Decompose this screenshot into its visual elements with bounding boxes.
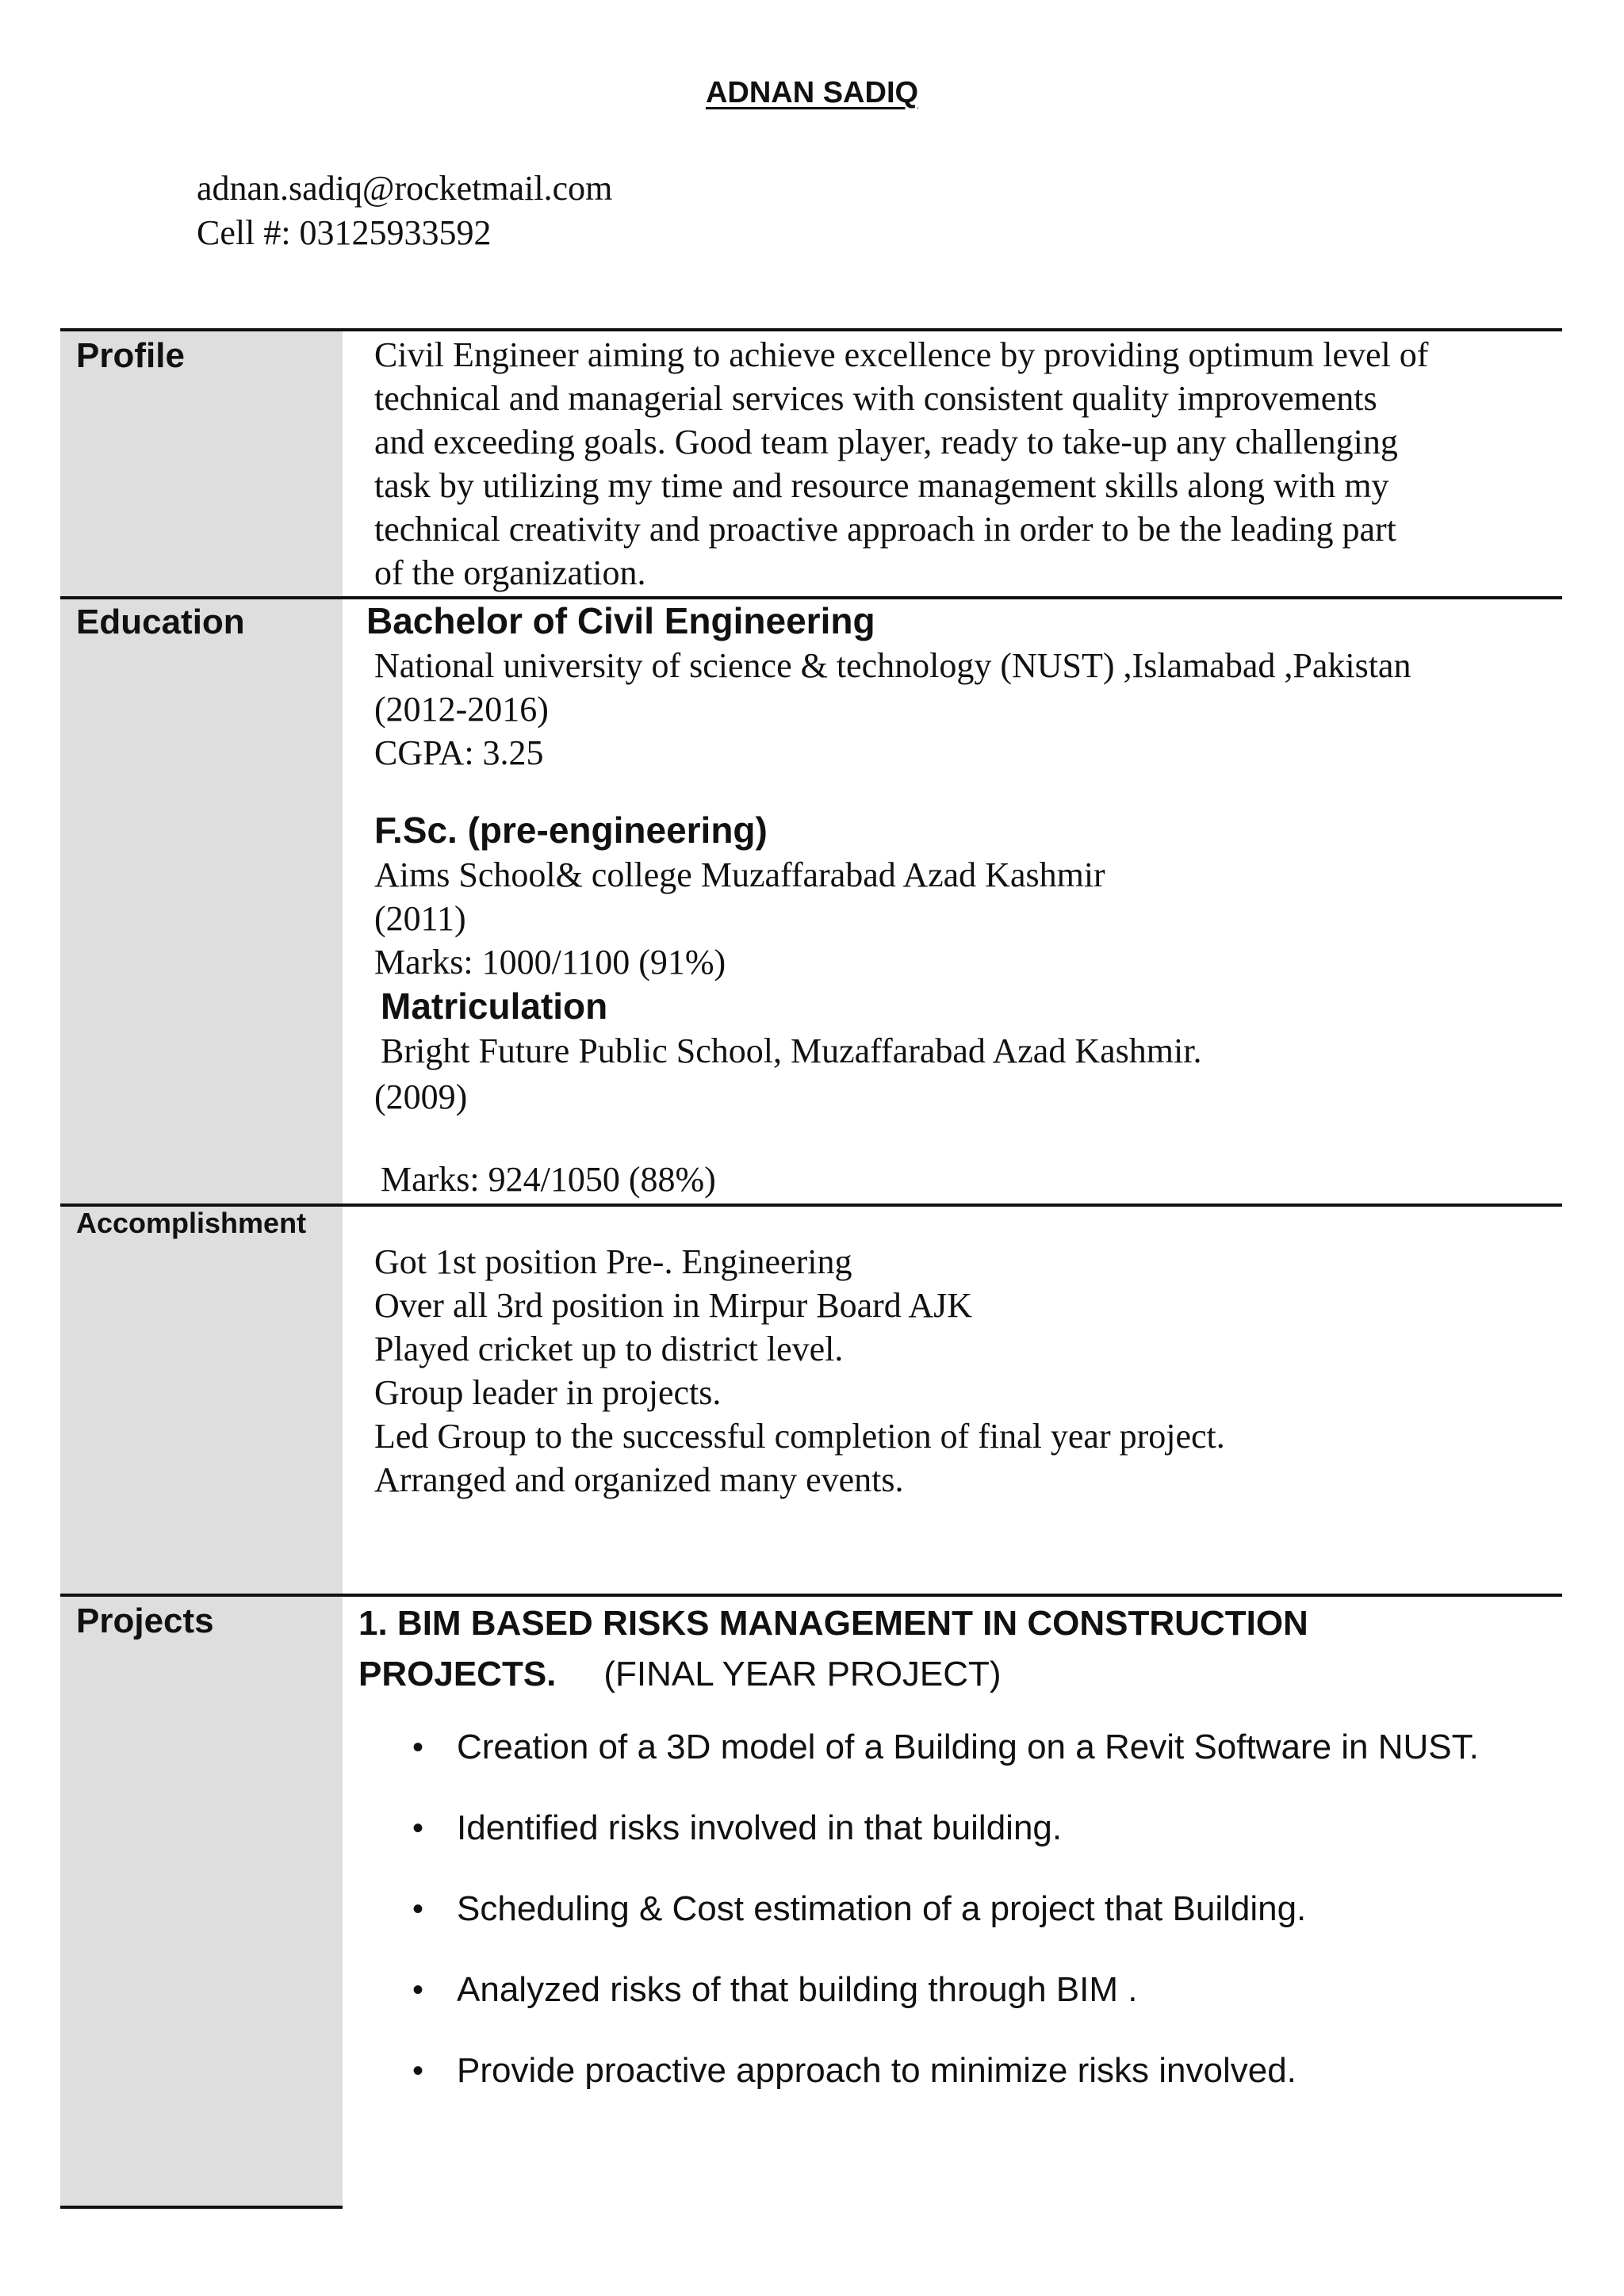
bullet-text: Provide proactive approach to minimize risks involved. [457, 2051, 1297, 2090]
fsc-score: Marks: 1000/1100 (91%) [374, 943, 726, 982]
projects-bottom-rule [60, 2206, 343, 2209]
bachelor-score: CGPA: 3.25 [374, 733, 544, 772]
accomplishment-item: Arranged and organized many events. [374, 1460, 904, 1499]
bullet-text: Creation of a 3D model of a Building on a Revit Software in NUST. [457, 1728, 1479, 1766]
bachelor-institution: National university of science & technology (NUST) ,Islamabad ,Pakistan [374, 646, 1411, 685]
profile-line: and exceeding goals. Good team player, ready to take-up any challenging [374, 423, 1398, 461]
projects-label: Projects [76, 1601, 214, 1640]
accomplishment-item: Got 1st position Pre-. Engineering [374, 1242, 852, 1281]
profile-label: Profile [76, 336, 185, 375]
project-bullet [412, 1803, 1511, 1854]
profile-line: Civil Engineer aiming to achieve excellence by providing optimum level of [374, 335, 1429, 374]
profile-line: task by utilizing my time and resource management skills along with my [374, 466, 1389, 505]
bachelor-title: Bachelor of Civil Engineering [366, 600, 875, 641]
accomplishment-item: Led Group to the successful completion of final year project. [374, 1417, 1225, 1456]
matric-title: Matriculation [381, 985, 608, 1027]
profile-line: technical and managerial services with consistent quality improvements [374, 379, 1377, 418]
email-text: adnan.sadiq@rocketmail.com [197, 169, 613, 208]
candidate-name: ADNAN SADIQ [705, 76, 919, 109]
fsc-institution: Aims School& college Muzaffarabad Azad Kashmir [374, 855, 1105, 894]
project-bullet [412, 1884, 1511, 1934]
accomplishment-label: Accomplishment [76, 1207, 307, 1239]
fsc-details [374, 853, 1105, 984]
project-title-sub: (FINAL YEAR PROJECT) [603, 1655, 1002, 1693]
bullet-icon: • [412, 1811, 424, 1846]
project-title-line2 [358, 1649, 1308, 1700]
fsc-years: (2011) [374, 899, 466, 938]
project-bullet [412, 1722, 1511, 1773]
bullet-text: Analyzed risks of that building through BIM . [457, 1970, 1138, 2009]
projects-label-cell [60, 1597, 343, 2207]
profile-text [374, 333, 1428, 595]
bullet-icon: • [412, 1730, 424, 1765]
bachelor-years: (2012-2016) [374, 690, 549, 729]
project-title [358, 1598, 1308, 1700]
bullet-icon: • [412, 2053, 424, 2088]
matric-institution: Bright Future Public School, Muzaffarabad Azad Kashmir. [381, 1031, 1202, 1070]
bullet-text: Scheduling & Cost estimation of a project that Building. [457, 1889, 1307, 1928]
accomplishment-label-cell [60, 1207, 343, 1595]
bullet-icon: • [412, 1973, 424, 2007]
bullet-text: Identified risks involved in that building. [457, 1808, 1063, 1847]
projects-top-rule [60, 1594, 1562, 1597]
cell-text: Cell #: 03125933592 [197, 213, 492, 252]
project-bullets [412, 1722, 1511, 2126]
accomplishment-item: Group leader in projects. [374, 1373, 722, 1412]
matric-years: (2009) [374, 1077, 468, 1116]
profile-top-rule [60, 328, 1562, 331]
project-bullet [412, 2045, 1511, 2096]
bullet-icon: • [412, 1892, 424, 1927]
accomplishment-item: Played cricket up to district level. [374, 1330, 844, 1368]
accomplishment-list [374, 1240, 1225, 1502]
accomplishment-item: Over all 3rd position in Mirpur Board AJK [374, 1286, 973, 1325]
fsc-title: F.Sc. (pre-engineering) [374, 809, 768, 851]
profile-line: of the organization. [374, 553, 646, 592]
bachelor-details [374, 644, 1411, 775]
contact-block [197, 166, 612, 255]
project-bullet [412, 1965, 1511, 2015]
matric-score: Marks: 924/1050 (88%) [381, 1160, 716, 1199]
profile-line: technical creativity and proactive approach in order to be the leading part [374, 510, 1396, 549]
project-title-projects: PROJECTS. [358, 1655, 557, 1693]
project-title-line1: 1. BIM BASED RISKS MANAGEMENT IN CONSTRUCTION [358, 1604, 1308, 1643]
education-label: Education [76, 603, 245, 641]
education-label-cell [60, 599, 343, 1205]
